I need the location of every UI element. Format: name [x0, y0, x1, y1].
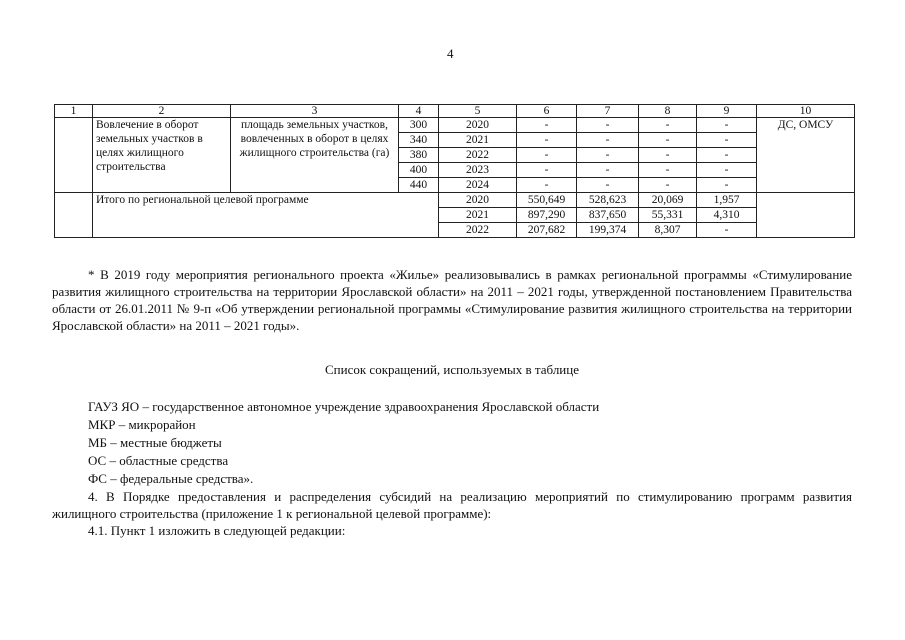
value-cell: 199,374 [577, 223, 639, 238]
cell-empty [757, 193, 855, 238]
header-cell: 9 [697, 105, 757, 118]
value-cell: - [639, 163, 697, 178]
page-number: 4 [447, 46, 454, 61]
target-value: 400 [399, 163, 439, 178]
value-cell: - [697, 163, 757, 178]
value-cell: - [517, 133, 577, 148]
value-cell: 837,650 [577, 208, 639, 223]
header-cell: 1 [55, 105, 93, 118]
value-cell: - [639, 178, 697, 193]
value-cell: 207,682 [517, 223, 577, 238]
value-cell: - [697, 148, 757, 163]
year-cell: 2021 [439, 133, 517, 148]
value-cell: - [639, 118, 697, 133]
total-row [55, 193, 855, 208]
value-cell: - [697, 223, 757, 238]
value-cell: 4,310 [697, 208, 757, 223]
measure-indicator: площадь земельных участков, вовлеченных в оборот в целях жилищного строительства (га) [231, 118, 399, 193]
year-cell: 2020 [439, 118, 517, 133]
table-row [55, 118, 855, 133]
value-cell: - [639, 133, 697, 148]
measure-name: Вовлечение в оборот земельных участков в целях жилищного строительства [93, 118, 231, 193]
value-cell: 528,623 [577, 193, 639, 208]
value-cell: - [577, 178, 639, 193]
year-cell: 2024 [439, 178, 517, 193]
year-cell: 2022 [439, 148, 517, 163]
table-header-row [55, 105, 855, 118]
year-cell: 2022 [439, 223, 517, 238]
header-cell: 8 [639, 105, 697, 118]
header-cell: 4 [399, 105, 439, 118]
header-cell: 10 [757, 105, 855, 118]
value-cell: - [577, 133, 639, 148]
executor-cell: ДС, ОМСУ [757, 118, 855, 193]
paragraph-4: 4. В Порядке предоставления и распределения субсидий на реализацию мероприятий по стимулированию программ развития жилищного строительства (приложение 1 к региональной целевой программе): [52, 489, 852, 521]
value-cell: - [697, 178, 757, 193]
year-cell: 2020 [439, 193, 517, 208]
value-cell: - [697, 118, 757, 133]
value-cell: - [577, 118, 639, 133]
value-cell: - [639, 148, 697, 163]
value-cell: - [517, 163, 577, 178]
abbreviation-item: ОС – областные средства [88, 453, 229, 468]
program-table [54, 104, 855, 238]
abbreviation-item: ФС – федеральные средства». [88, 471, 254, 486]
abbreviation-item: МБ – местные бюджеты [88, 435, 222, 450]
target-value: 340 [399, 133, 439, 148]
value-cell: - [517, 118, 577, 133]
value-cell: 1,957 [697, 193, 757, 208]
header-cell: 3 [231, 105, 399, 118]
cell-empty [55, 118, 93, 193]
target-value: 300 [399, 118, 439, 133]
year-cell: 2023 [439, 163, 517, 178]
header-cell: 5 [439, 105, 517, 118]
footnote: * В 2019 году мероприятия регионального проекта «Жилье» реализовывались в рамках региональной программы «Стимулирование развития жилищного строительства на территории Ярославской области» на 2011 – 2021 годы, утвержденной постановлением Правительства области от 26.01.2011 № 9-п «Об утверждении региональной программы «Стимулирование развития жилищного строительства на территории Ярославской области» на 2011 – 2021 годы». [52, 267, 852, 333]
value-cell: 8,307 [639, 223, 697, 238]
value-cell: - [517, 178, 577, 193]
abbreviations-title: Список сокращений, используемых в таблице [325, 362, 579, 377]
target-value: 440 [399, 178, 439, 193]
value-cell: - [577, 163, 639, 178]
total-label: Итого по региональной целевой программе [93, 193, 439, 238]
value-cell: 897,290 [517, 208, 577, 223]
value-cell: 550,649 [517, 193, 577, 208]
cell-empty [55, 193, 93, 238]
abbreviation-item: МКР – микрорайон [88, 417, 196, 432]
header-cell: 2 [93, 105, 231, 118]
value-cell: - [517, 148, 577, 163]
year-cell: 2021 [439, 208, 517, 223]
target-value: 380 [399, 148, 439, 163]
header-cell: 6 [517, 105, 577, 118]
value-cell: 55,331 [639, 208, 697, 223]
header-cell: 7 [577, 105, 639, 118]
abbreviation-item: ГАУЗ ЯО – государственное автономное учреждение здравоохранения Ярославской области [88, 399, 600, 414]
paragraph-4-1: 4.1. Пункт 1 изложить в следующей редакции: [88, 523, 346, 538]
value-cell: - [697, 133, 757, 148]
value-cell: 20,069 [639, 193, 697, 208]
value-cell: - [577, 148, 639, 163]
